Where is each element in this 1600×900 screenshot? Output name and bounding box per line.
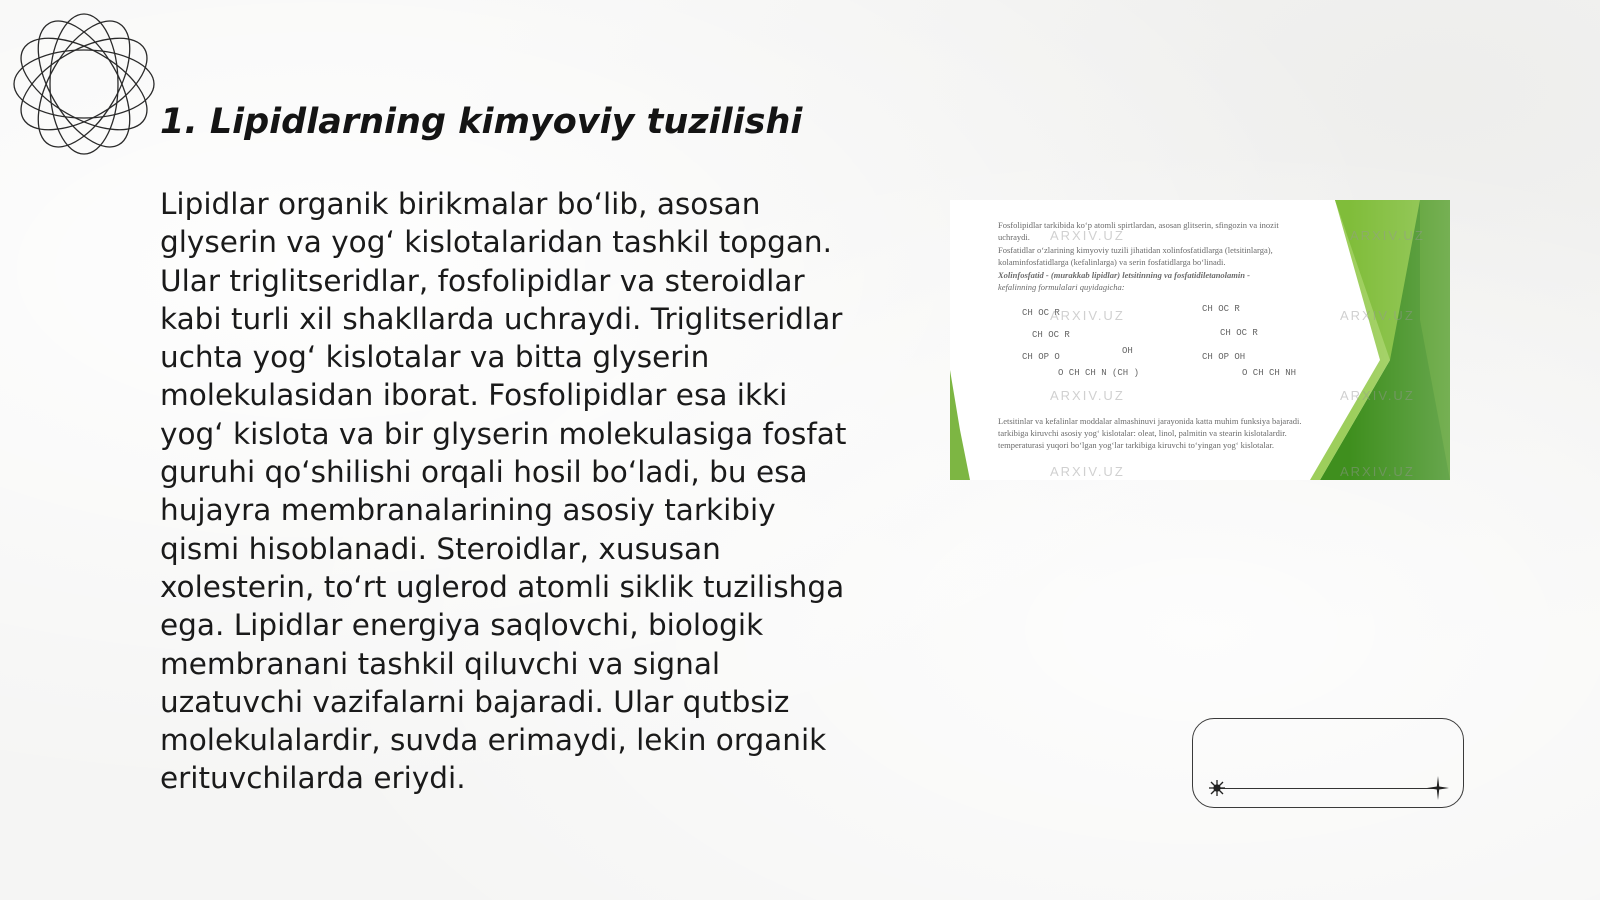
slide-title: 1. Lipidlarning kimyoviy tuzilishi <box>160 102 803 142</box>
watermark-text: ARXIV.UZ <box>1050 464 1125 479</box>
decorative-slider-frame <box>1192 718 1464 808</box>
figure-text-line: tarkibiga kiruvchi asosiy yog‘ kislotalar: oleat, linol, palmitin va stearin kislotalardir. <box>998 428 1287 438</box>
figure-text-line: uchraydi. <box>998 232 1030 242</box>
watermark-text: ARXIV.UZ <box>1050 388 1125 403</box>
formula-oh-label: OH <box>1122 346 1133 356</box>
formula-left-row: CH OC R <box>1022 308 1060 318</box>
sparkle-icon <box>1427 776 1449 800</box>
lipid-formula-image <box>950 200 1450 480</box>
formula-right-row: CH OP OH <box>1202 352 1246 362</box>
figure-text-line: Letsitinlar va kefalinlar moddalar almashinuvi jarayonida katta muhim funksiya bajaradi. <box>998 416 1302 426</box>
formula-right-row: CH OC R <box>1202 304 1240 314</box>
formula-right-row: CH OC R <box>1220 328 1258 338</box>
figure-text-line: kolaminfosfatidlarga (kefalinlarga) va serin fosfatidlarga bo‘linadi. <box>998 257 1226 267</box>
watermark-text: ARXIV.UZ <box>1050 308 1125 323</box>
figure-text-line: Fosfatidlar o‘zlarining kimyoviy tuzili jihatidan xolinfosfatidlarga (letsitinlarga), <box>998 245 1273 255</box>
watermark-text: ARXIV.UZ <box>1050 228 1125 243</box>
figure-text-line: Xolinfosfatid - (murakkab lipidlar) letsitinning va fosfatidiletanolamin - <box>998 270 1250 280</box>
watermark-text: ARXIV.UZ <box>1340 388 1415 403</box>
sun-star-icon <box>1207 778 1227 798</box>
figure-text-line: Fosfolipidlar tarkibida ko‘p atomli spirtlardan, asosan glitserin, sfingozin va inozit <box>998 220 1279 230</box>
watermark-text: ARXIV.UZ <box>1340 308 1415 323</box>
formula-left-row: O CH CH N (CH ) <box>1058 368 1140 378</box>
watermark-text: ARXIV.UZ <box>1350 228 1425 243</box>
slider-track <box>1217 788 1439 789</box>
decorative-ring-logo <box>10 10 158 158</box>
figure-text-line: kefalinning formulalari quyidagicha: <box>998 282 1125 292</box>
ring-logo-icon <box>10 10 158 158</box>
slide-body-paragraph: Lipidlar organik birikmalar bo‘lib, asosan glyserin va yog‘ kislotalaridan tashkil topgan. Ular triglitseridlar, fosfolipidlar va steroidlar kabi turli xil shakllarda uchraydi. Triglitseridlar uchta yog‘ kislotalar va bitta glyserin molekulasidan iborat. Fosfolipidlar esa ikki yog‘ kislota va bir glyserin molekulasiga fosfat guruhi qo‘shilishi orqali hosil bo‘ladi, bu esa hujayra membranalarining asosiy tarkibiy qismi hisoblanadi. Steroidlar, xususan xolesterin, to‘rt uglerod atomli siklik tuzilishga ega. Lipidlar energiya saqlovchi, biologik membranani tashkil qiluvchi va signal uzatuvchi vazifalarni bajaradi. Ular qutbsiz molekulalardir, suvda erimaydi, lekin organik erituvchilarda eriydi. <box>160 187 847 796</box>
formula-left-row: CH OP O <box>1022 352 1060 362</box>
watermark-text: ARXIV.UZ <box>1340 464 1415 479</box>
figure-text-line: temperaturasi yuqori bo‘lgan yog‘lar tarkibiga kiruvchi to‘yingan yog‘ kislotalar. <box>998 440 1274 450</box>
formula-right-row: O CH CH NH <box>1242 368 1297 378</box>
formula-left-row: CH OC R <box>1032 330 1070 340</box>
